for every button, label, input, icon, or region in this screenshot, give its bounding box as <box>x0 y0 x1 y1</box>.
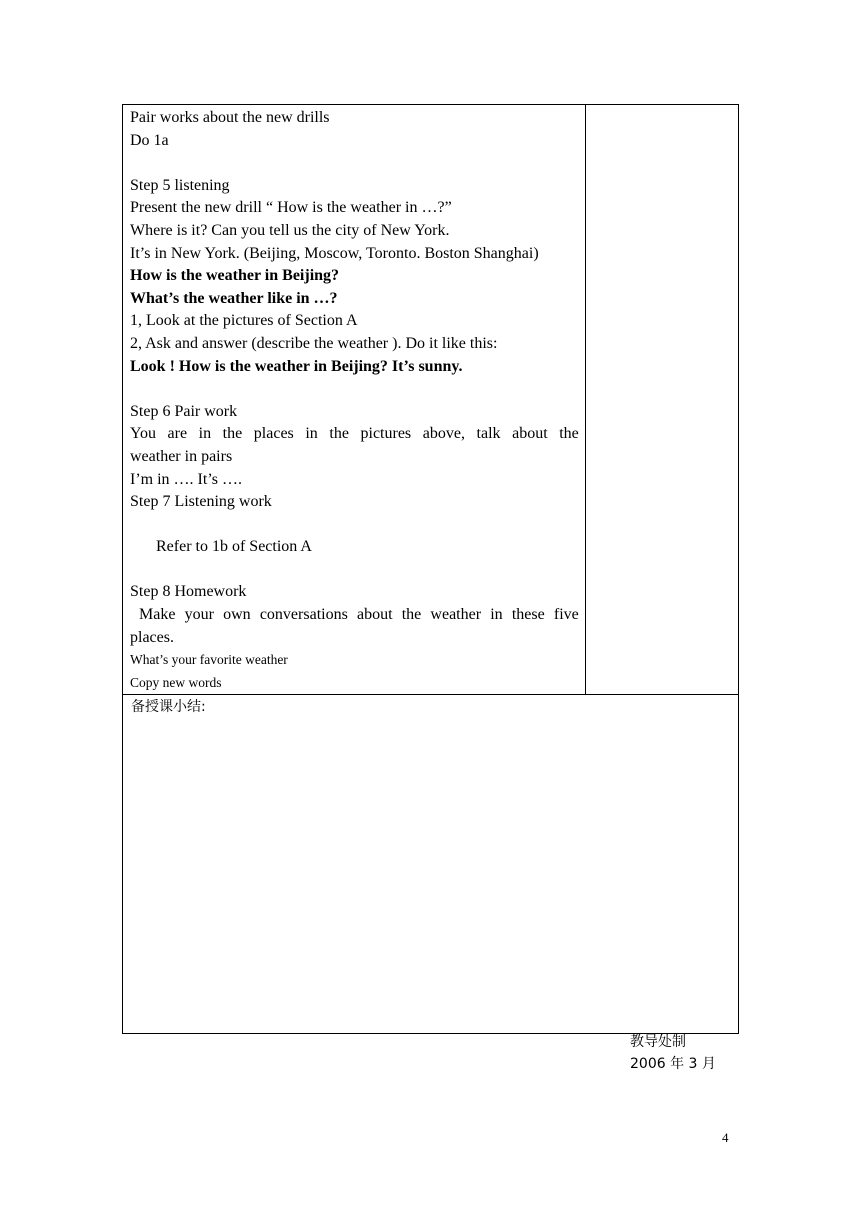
lesson-line-justified: Make your own conversations about the weather in these five <box>139 606 579 624</box>
lesson-line-justified: You are in the places in the pictures above, talk about the <box>130 425 579 443</box>
lesson-steps-cell <box>123 105 586 695</box>
lesson-line: 2, Ask and answer (describe the weather ). Do it like this: <box>130 334 498 352</box>
summary-label: 备授课小结: <box>131 699 206 716</box>
lesson-line: It’s in New York. (Beijing, Moscow, Toronto. Boston Shanghai) <box>130 244 539 262</box>
lesson-line: Pair works about the new drills <box>130 109 330 126</box>
lesson-line: Step 8 Homework <box>130 583 247 601</box>
notes-cell <box>585 105 738 695</box>
page-number: 4 <box>722 1130 729 1145</box>
lesson-line-small: What’s your favorite weather <box>130 652 288 668</box>
lesson-line: Do 1a <box>130 131 169 149</box>
lesson-line: weather in pairs <box>130 447 233 465</box>
lesson-line-bold: What’s the weather like in …? <box>130 289 338 307</box>
lesson-steps-text <box>123 105 585 694</box>
blank-line <box>130 152 579 175</box>
lesson-line: I’m in …. It’s …. <box>130 470 242 488</box>
lesson-line-small: Copy new words <box>130 674 222 690</box>
footer-block <box>630 1031 716 1075</box>
lesson-line-bold: Look ! How is the weather in Beijing? It’s sunny. <box>130 357 463 375</box>
blank-line <box>130 559 579 582</box>
lesson-line: places. <box>130 628 174 646</box>
lesson-line: Present the new drill “ How is the weather in …?” <box>130 199 452 217</box>
lesson-steps-row <box>123 105 739 695</box>
lesson-line: Where is it? Can you tell us the city of New York. <box>130 221 450 239</box>
lesson-line-bold: How is the weather in Beijing? <box>130 267 340 285</box>
summary-cell <box>123 695 739 1034</box>
lesson-line: Step 5 listening <box>130 176 230 194</box>
lesson-plan-table <box>122 104 739 1034</box>
summary-row <box>123 695 739 1034</box>
lesson-line: 1, Look at the pictures of Section A <box>130 312 358 330</box>
lesson-line: Step 7 Listening work <box>130 493 272 511</box>
blank-line <box>130 514 579 537</box>
lesson-line: Step 6 Pair work <box>130 402 238 420</box>
lesson-line: Refer to 1b of Section A <box>156 538 312 556</box>
footer-date: 2006 年 3 月 <box>630 1056 716 1072</box>
footer-office: 教导处制 <box>630 1034 686 1050</box>
blank-line <box>130 378 579 401</box>
